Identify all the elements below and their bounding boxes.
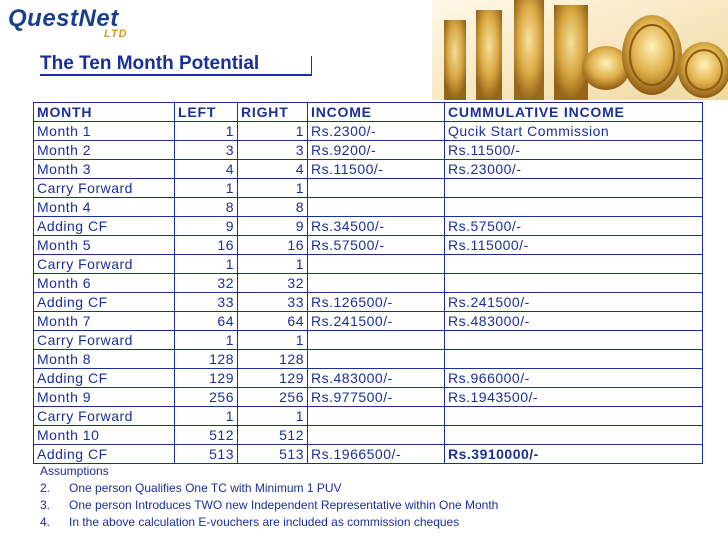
title-underline — [40, 74, 312, 76]
cell-income: Rs.241500/- — [308, 312, 445, 331]
cell-cumulative-income: Qucik Start Commission — [445, 122, 703, 141]
cell-cumulative-income — [445, 179, 703, 198]
cell-right: 1 — [238, 179, 308, 198]
cell-month: Adding CF — [34, 217, 175, 236]
list-item-text: One person Introduces TWO new Independent Representative within One Month — [69, 498, 499, 512]
logo-wordmark: QuestNet — [8, 5, 119, 32]
cell-income — [308, 179, 445, 198]
cell-right: 1 — [238, 122, 308, 141]
cell-cumulative-income — [445, 350, 703, 369]
cell-month: Adding CF — [34, 293, 175, 312]
cell-month: Month 5 — [34, 236, 175, 255]
cell-cumulative-income — [445, 255, 703, 274]
cell-month: Adding CF — [34, 369, 175, 388]
cell-cumulative-income: Rs.11500/- — [445, 141, 703, 160]
cell-income: Rs.2300/- — [308, 122, 445, 141]
cell-right: 128 — [238, 350, 308, 369]
table-row — [34, 388, 703, 407]
cell-month: Month 6 — [34, 274, 175, 293]
cell-income — [308, 255, 445, 274]
cell-right: 1 — [238, 331, 308, 350]
table-row — [34, 141, 703, 160]
cell-income: Rs.57500/- — [308, 236, 445, 255]
header-income: INCOME — [308, 103, 445, 122]
cell-month: Month 10 — [34, 426, 175, 445]
cell-left: 512 — [175, 426, 238, 445]
cell-left: 32 — [175, 274, 238, 293]
cell-right: 64 — [238, 312, 308, 331]
cell-income: Rs.483000/- — [308, 369, 445, 388]
list-item — [40, 480, 498, 497]
table-row — [34, 350, 703, 369]
assumptions-block — [40, 463, 498, 531]
table-row — [34, 217, 703, 236]
cell-income: Rs.977500/- — [308, 388, 445, 407]
cell-left: 8 — [175, 198, 238, 217]
cell-month: Month 4 — [34, 198, 175, 217]
cell-left: 128 — [175, 350, 238, 369]
cell-left: 33 — [175, 293, 238, 312]
cell-left: 9 — [175, 217, 238, 236]
gold-coins-stack-image — [432, 0, 728, 100]
cell-right: 1 — [238, 255, 308, 274]
cell-month: Month 1 — [34, 122, 175, 141]
cell-income: Rs.126500/- — [308, 293, 445, 312]
cell-right: 256 — [238, 388, 308, 407]
list-item-text: In the above calculation E-vouchers are included as commission cheques — [69, 515, 460, 529]
page-title: The Ten Month Potential — [40, 53, 260, 74]
cell-month: Month 9 — [34, 388, 175, 407]
cell-month: Month 2 — [34, 141, 175, 160]
cell-month: Carry Forward — [34, 407, 175, 426]
cell-left: 1 — [175, 407, 238, 426]
cell-right: 129 — [238, 369, 308, 388]
table-row — [34, 198, 703, 217]
table-row — [34, 236, 703, 255]
income-table — [33, 102, 703, 464]
cell-right: 4 — [238, 160, 308, 179]
list-item — [40, 497, 498, 514]
table-row — [34, 293, 703, 312]
cell-right: 16 — [238, 236, 308, 255]
cell-income: Rs.11500/- — [308, 160, 445, 179]
cell-income — [308, 407, 445, 426]
cell-left: 4 — [175, 160, 238, 179]
cell-cumulative-income — [445, 198, 703, 217]
cell-left: 256 — [175, 388, 238, 407]
cell-month: Month 3 — [34, 160, 175, 179]
cell-income: Rs.34500/- — [308, 217, 445, 236]
cell-income: Rs.1966500/- — [308, 445, 445, 464]
assumptions-list — [40, 480, 498, 531]
cell-right: 513 — [238, 445, 308, 464]
cell-income — [308, 274, 445, 293]
cell-right: 33 — [238, 293, 308, 312]
cell-month: Month 8 — [34, 350, 175, 369]
table-header-row — [34, 103, 703, 122]
cell-left: 16 — [175, 236, 238, 255]
cell-month: Carry Forward — [34, 255, 175, 274]
cell-income — [308, 198, 445, 217]
cell-cumulative-income: Rs.3910000/- — [445, 445, 703, 464]
cell-cumulative-income — [445, 331, 703, 350]
cell-left: 1 — [175, 331, 238, 350]
cell-left: 513 — [175, 445, 238, 464]
list-item-number: 3. — [40, 498, 51, 512]
table-row — [34, 312, 703, 331]
cell-income: Rs.9200/- — [308, 141, 445, 160]
cell-left: 64 — [175, 312, 238, 331]
cell-left: 1 — [175, 255, 238, 274]
cell-left: 1 — [175, 122, 238, 141]
table-row — [34, 369, 703, 388]
cell-right: 1 — [238, 407, 308, 426]
cell-right: 3 — [238, 141, 308, 160]
cell-month: Month 7 — [34, 312, 175, 331]
table-row — [34, 407, 703, 426]
cell-cumulative-income — [445, 407, 703, 426]
header-cumulative-income: CUMMULATIVE INCOME — [445, 103, 703, 122]
header-month: MONTH — [34, 103, 175, 122]
cell-left: 129 — [175, 369, 238, 388]
table-row — [34, 274, 703, 293]
cell-cumulative-income: Rs.966000/- — [445, 369, 703, 388]
cell-cumulative-income: Rs.115000/- — [445, 236, 703, 255]
table-row — [34, 426, 703, 445]
table-row — [34, 160, 703, 179]
cell-cumulative-income: Rs.241500/- — [445, 293, 703, 312]
table-row — [34, 179, 703, 198]
header-right: RIGHT — [238, 103, 308, 122]
cell-left: 3 — [175, 141, 238, 160]
header-left: LEFT — [175, 103, 238, 122]
cell-cumulative-income: Rs.483000/- — [445, 312, 703, 331]
cell-income — [308, 350, 445, 369]
cell-month: Carry Forward — [34, 179, 175, 198]
cell-left: 1 — [175, 179, 238, 198]
table-row — [34, 255, 703, 274]
cell-cumulative-income — [445, 426, 703, 445]
cell-cumulative-income: Rs.1943500/- — [445, 388, 703, 407]
assumptions-heading: Assumptions — [40, 464, 109, 478]
cell-income — [308, 426, 445, 445]
table-row — [34, 122, 703, 141]
list-item-text: One person Qualifies One TC with Minimum 1 PUV — [69, 481, 342, 495]
list-item-number: 2. — [40, 481, 51, 495]
cell-month: Adding CF — [34, 445, 175, 464]
logo-suffix: LTD — [104, 28, 128, 40]
cell-right: 9 — [238, 217, 308, 236]
list-item-number: 4. — [40, 515, 51, 529]
cell-right: 8 — [238, 198, 308, 217]
cell-month: Carry Forward — [34, 331, 175, 350]
title-cursor-mark — [311, 56, 312, 76]
table-row — [34, 445, 703, 464]
cell-cumulative-income — [445, 274, 703, 293]
company-logo — [8, 5, 143, 40]
cell-cumulative-income: Rs.23000/- — [445, 160, 703, 179]
cell-cumulative-income: Rs.57500/- — [445, 217, 703, 236]
cell-income — [308, 331, 445, 350]
cell-right: 512 — [238, 426, 308, 445]
cell-right: 32 — [238, 274, 308, 293]
table-row — [34, 331, 703, 350]
list-item — [40, 514, 498, 531]
